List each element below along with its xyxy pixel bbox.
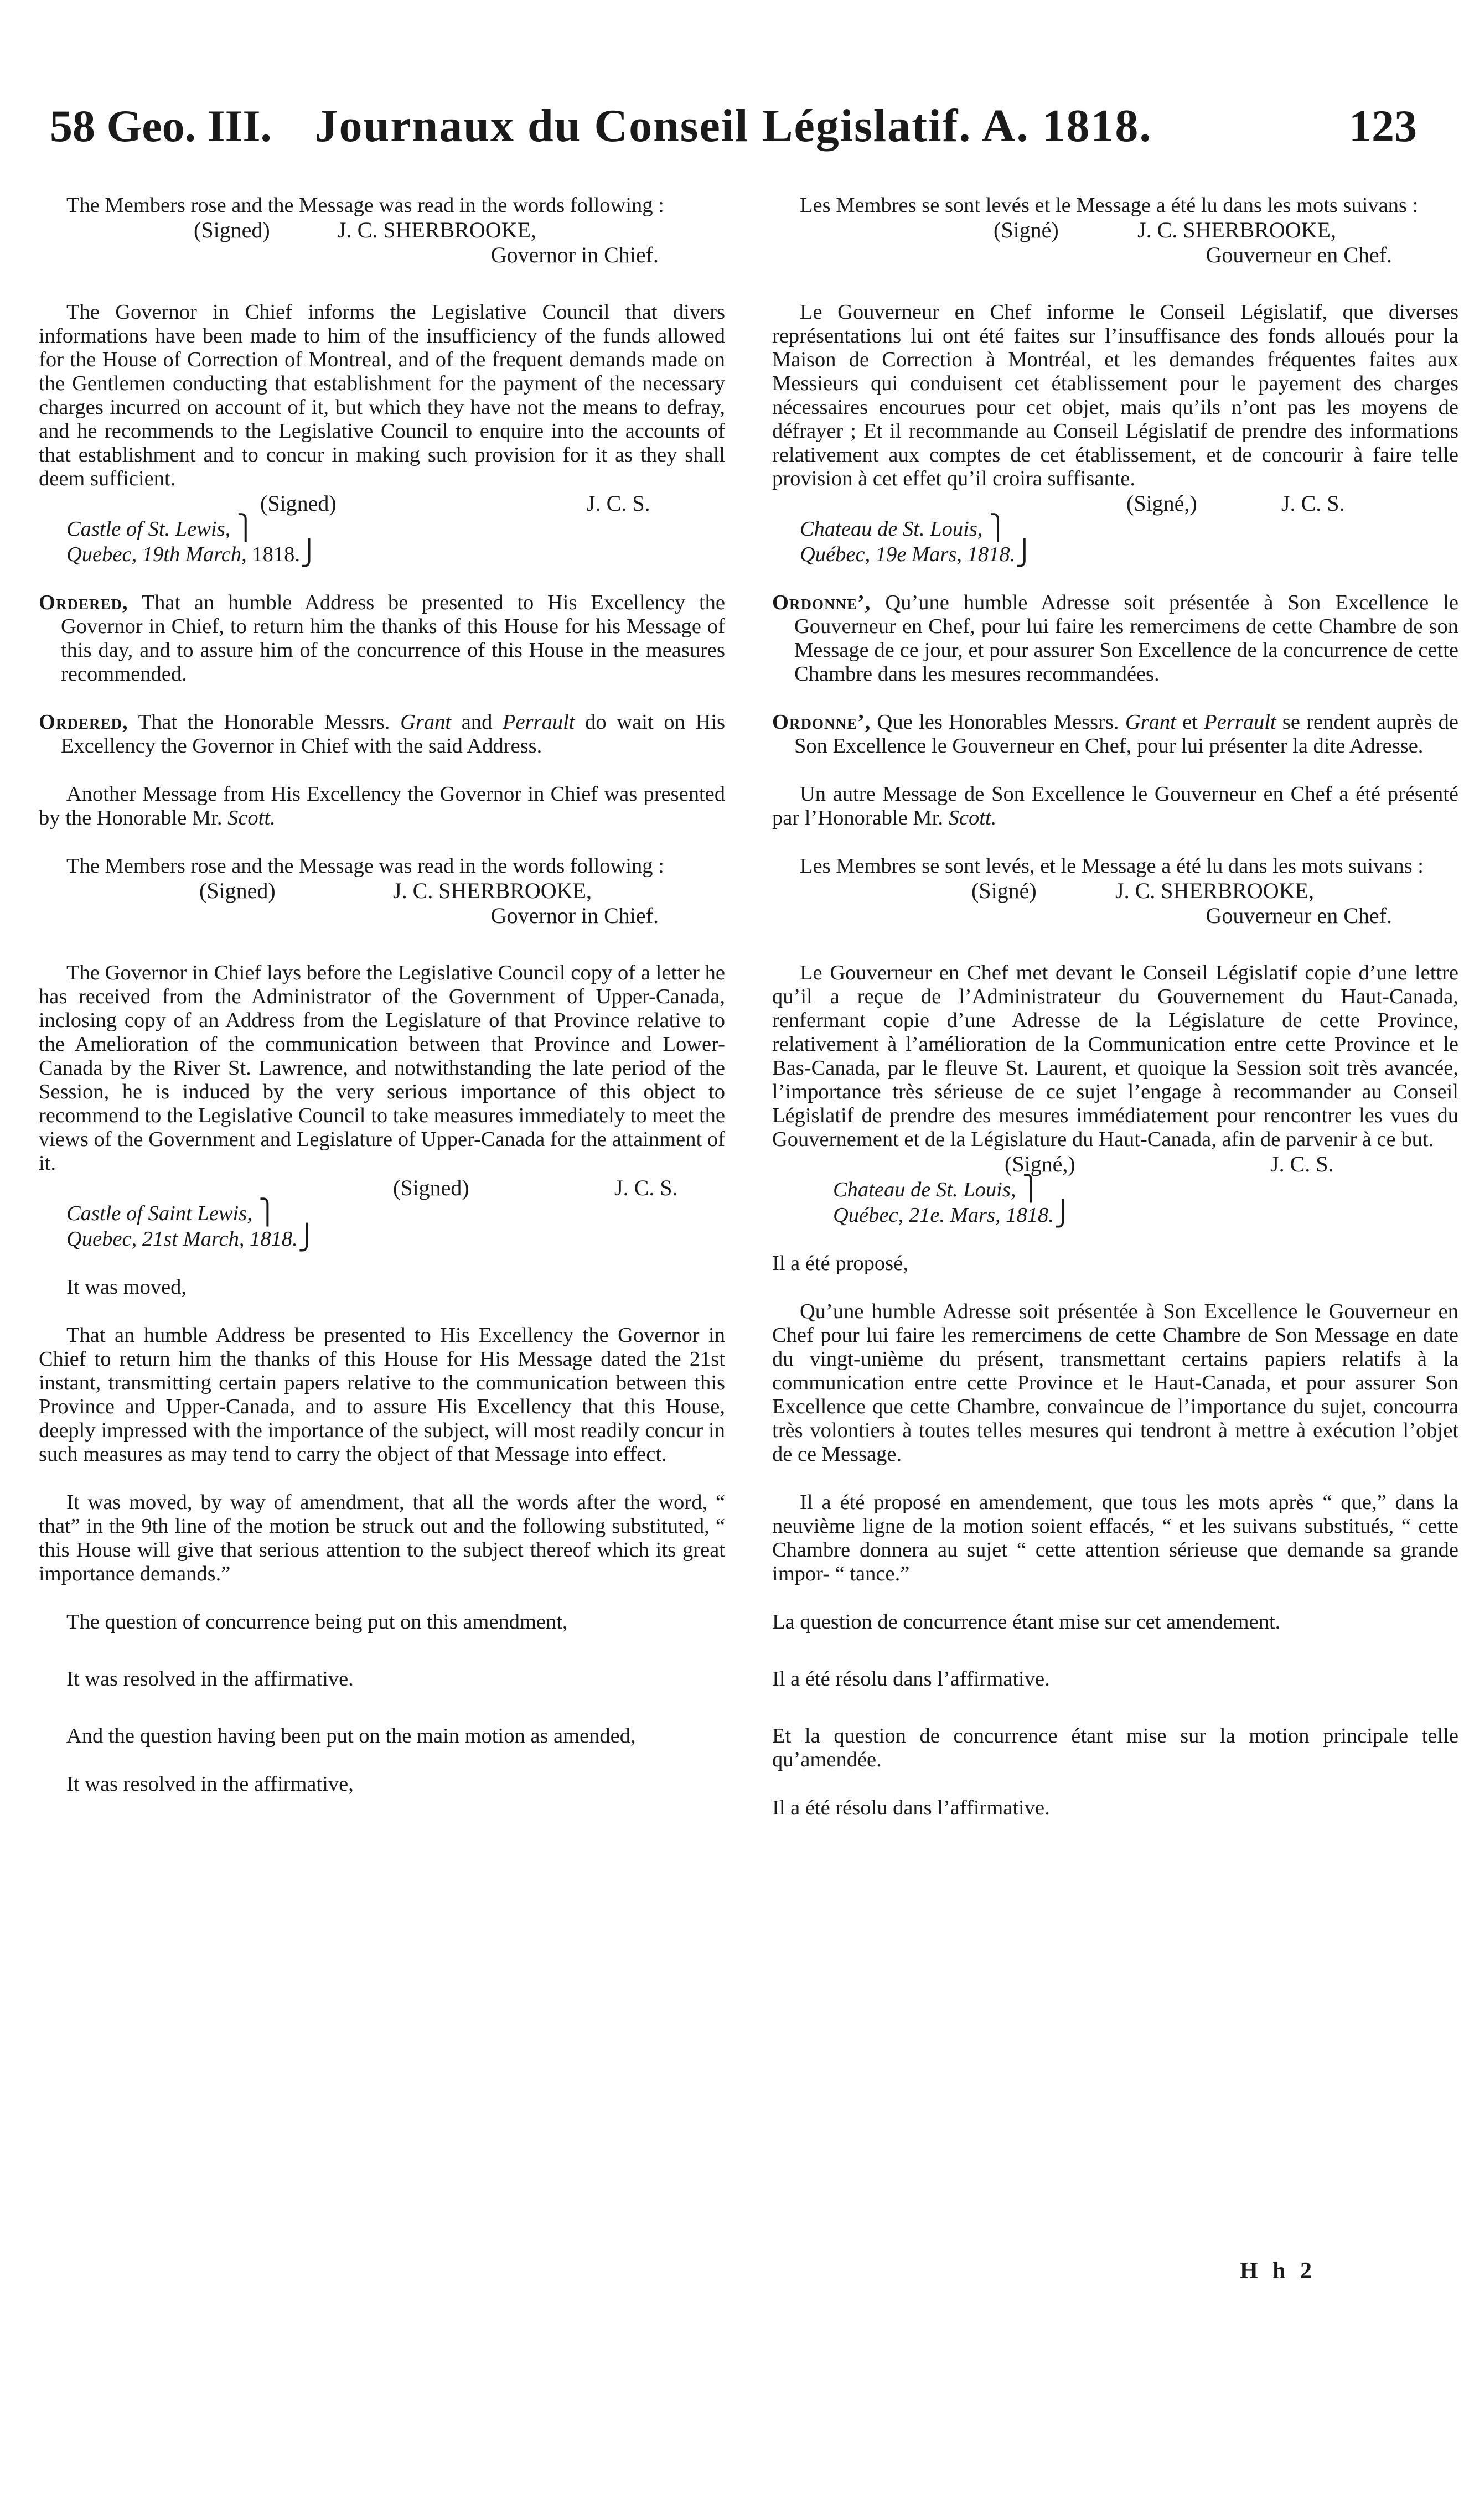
- en-message-1: The Governor in Chief informs the Legislative Council that divers informations have been made to him of the insufficiency of the funds allowed for the House of Correction of Montreal, and of the frequent demands made on the Gentlemen conducting that establishment for the payment of the necessary charges incurred on account of it, but which they have not the means to defray, and he recommends to the Legislative Council to enquire into the accounts of that establishment and to concur in making such provision for it as they shall deem sufficient.: [39, 300, 725, 490]
- en-initials-1: [39, 491, 725, 516]
- fr-signature-2: (Signé) J. C. SHERBROOKE,: [971, 878, 1314, 903]
- fr-resolved-2: Il a été résolu dans l’affirmative.: [772, 1796, 1050, 1819]
- fr-resolved-1: Il a été résolu dans l’affirmative.: [772, 1667, 1050, 1691]
- fr-ordonne-1: Ordonne’, Qu’une humble Adresse soit présentée à Son Excellence le Gouverneur en Chef, pour lui faire les remercimens de cette Chambre de son Message de ce jour, et pour assurer Son Excellence de la concurrence de cette Chambre dans les mesures recommandées.: [772, 591, 1458, 686]
- en-amendment: It was moved, by way of amendment, that all the words after the word, “ that” in the 9th line of the motion be struck out and the following substituted, “ this House will give that serious attention to the subject thereof which its great importance demands.”: [39, 1491, 725, 1585]
- en-resolved-1: It was resolved in the affirmative.: [66, 1667, 354, 1691]
- fr-motion: Qu’une humble Adresse soit présentée à Son Excellence le Gouverneur en Chef pour lui faire les remercimens de cette Chambre de Son Message en date du vingt-unième du présent, transmettant certains papiers relatifs à la communication entre cette Province et le Haut-Canada, et pour assurer Son Excellence que cette Chambre, convaincue de l’importance du sujet, concourra très volontiers à toutes telles mesures qui tendront à mettre à exécution l’objet de ce Message.: [772, 1300, 1458, 1466]
- fr-question-2: Et la question de concurrence étant mise sur la motion principale telle qu’amendée.: [772, 1724, 1458, 1771]
- running-header: [50, 98, 1417, 159]
- fr-initials-1: (Signé,) J. C. S.: [1126, 491, 1345, 516]
- en-initials-signed: (Signed): [260, 491, 337, 516]
- fr-members-rose-2: Les Membres se sont levés, et le Message a été lu dans les mots suivans :: [800, 854, 1424, 878]
- en-ordered-2: Ordered, That the Honorable Messrs. Grant and Perrault do wait on His Excellency the Governor in Chief with the said Address.: [39, 711, 725, 758]
- fr-signature-1: (Signé) J. C. SHERBROOKE,: [994, 217, 1336, 242]
- fr-members-rose: Les Membres se sont levés et le Message a été lu dans les mots suivans :: [800, 194, 1419, 217]
- fr-signer-title-2: Gouverneur en Chef.: [1206, 903, 1392, 928]
- en-signed-label: (Signed): [194, 217, 270, 242]
- signature-mark: H h 2: [1240, 2258, 1317, 2284]
- fr-signer-title: Gouverneur en Chef.: [1206, 242, 1392, 267]
- fr-message-1: Le Gouverneur en Chef informe le Conseil Législatif, que diverses représentations lui ont été faites sur l’insuffisance des fonds alloués pour la Maison de Correction à Montréal, et les demandes fréquentes faites aux Messieurs qui conduisent cet établissement pour le payement des charges nécessaires encourues pour cet objet, mais qu’ils n’ont pas les moyens de défrayer ; Et il recommande au Conseil Législatif de prendre des informations relativement aux comptes de cet établissement, et de concourir à faire telle provision à cet effet qu’il croira suffisante.: [772, 300, 1458, 490]
- en-question-1: The question of concurrence being put on this amendment,: [66, 1610, 568, 1634]
- fr-another-message: Un autre Message de Son Excellence le Gouverneur en Chef a été présenté par l’Honorable Mr. Scott.: [772, 782, 1458, 829]
- en-another-message: Another Message from His Excellency the Governor in Chief was presented by the Honorable Mr. Scott.: [39, 782, 725, 829]
- fr-place-date-1: Chateau de St. Louis, ⎫ Québec, 19e Mars, 1818.⎭: [800, 514, 1034, 567]
- fr-amendment: Il a été proposé en amendement, que tous les mots après “ que,” dans la neuvième ligne de la motion soient effacés, “ et les suivans substitués, “ cette Chambre donnera au sujet “ cette attention sérieuse que demande sa grande impor- “ tance.”: [772, 1491, 1458, 1585]
- fr-ordonne-2: Ordonne’, Que les Honorables Messrs. Grant et Perrault se rendent auprès de Son Excellence le Gouverneur en Chef, pour lui présenter la dite Adresse.: [772, 711, 1458, 758]
- english-column: [39, 194, 725, 1796]
- fr-moved: Il a été proposé,: [772, 1252, 908, 1275]
- en-place-date-1: Castle of St. Lewis, ⎫ Quebec, 19th March, 1818.⎭: [66, 514, 318, 567]
- fr-place-date-2: Chateau de St. Louis, ⎫ Québec, 21e. Mars, 1818.⎭: [833, 1175, 1072, 1227]
- en-members-rose-2: The Members rose and the Message was read in the words following :: [66, 854, 664, 878]
- en-initials: J. C. S.: [587, 491, 650, 516]
- en-signer-name: J. C. SHERBROOKE,: [338, 217, 536, 242]
- fr-initials-2: (Signé,) J. C. S.: [1005, 1152, 1334, 1176]
- en-message-2: The Governor in Chief lays before the Legislative Council copy of a letter he has received from the Administrator of the Government of Upper-Canada, inclosing copy of an Address from the Legislature of that Province relative to the Amelioration of the communication between that Province and Lower-Canada by the River St. Lawrence, and notwithstanding the late period of the Session, he is induced by the very serious importance of this object to recommend to the Legislative Council to take measures immediately to meet the views of the Government and Legislature of Upper-Canada for the attainment of it.: [39, 961, 725, 1175]
- page-number: 123: [1349, 101, 1417, 151]
- en-members-rose: The Members rose and the Message was read in the words following :: [66, 194, 664, 217]
- en-motion: That an humble Address be presented to His Excellency the Governor in Chief to return him the thanks of this House for His Message dated the 21st instant, transmitting certain papers relative to the communication between this Province and Upper-Canada, and to assure His Excellency that this House, deeply impressed with the importance of the subject, will most readily concur in such measures as may tend to carry the object of that Message into effect.: [39, 1324, 725, 1466]
- session-label: 58 Geo. III.: [50, 101, 272, 151]
- en-question-2: And the question having been put on the main motion as amended,: [66, 1724, 636, 1748]
- en-resolved-2: It was resolved in the affirmative,: [66, 1772, 354, 1796]
- en-ordered-1: Ordered, That an humble Address be presented to His Excellency the Governor in Chief, to return him the thanks of this House for his Message of this day, and to assure him of the concurrence of this House in the measures recommended.: [39, 591, 725, 686]
- french-column: [772, 194, 1458, 1820]
- en-moved: It was moved,: [66, 1275, 187, 1299]
- en-signature-1: [39, 217, 725, 242]
- fr-message-2: Le Gouverneur en Chef met devant le Conseil Législatif copie d’une lettre qu’il a reçue de l’Administrateur du Gouvernement du Haut-Canada, renfermant copie d’une Adresse de la Législature de cette Province, relativement à l’amélioration de la Communication entre cette Province et le Bas-Canada, par le fleuve St. Laurent, et quoique la Session soit très avancée, l’importance très sérieuse de ce sujet l’engage à recommander au Conseil Législatif de prendre des mesures immédiatement pour rencontrer les vues du Gouvernement et de la Législature du Haut-Canada, afin de parvenir à ce but.: [772, 961, 1458, 1151]
- en-signer-title: Governor in Chief.: [490, 242, 659, 267]
- en-initials-2: (Signed) J. C. S.: [393, 1175, 678, 1200]
- en-signer-title-2: Governor in Chief.: [490, 903, 659, 928]
- en-place-date-2: Castle of Saint Lewis, ⎫ Quebec, 21st March, 1818.⎭: [66, 1199, 316, 1251]
- fr-question-1: La question de concurrence étant mise sur cet amendement.: [772, 1610, 1281, 1634]
- en-signature-2: (Signed) J. C. SHERBROOKE,: [199, 878, 592, 903]
- page-title: Journaux du Conseil Législatif. A. 1818.: [314, 100, 1152, 152]
